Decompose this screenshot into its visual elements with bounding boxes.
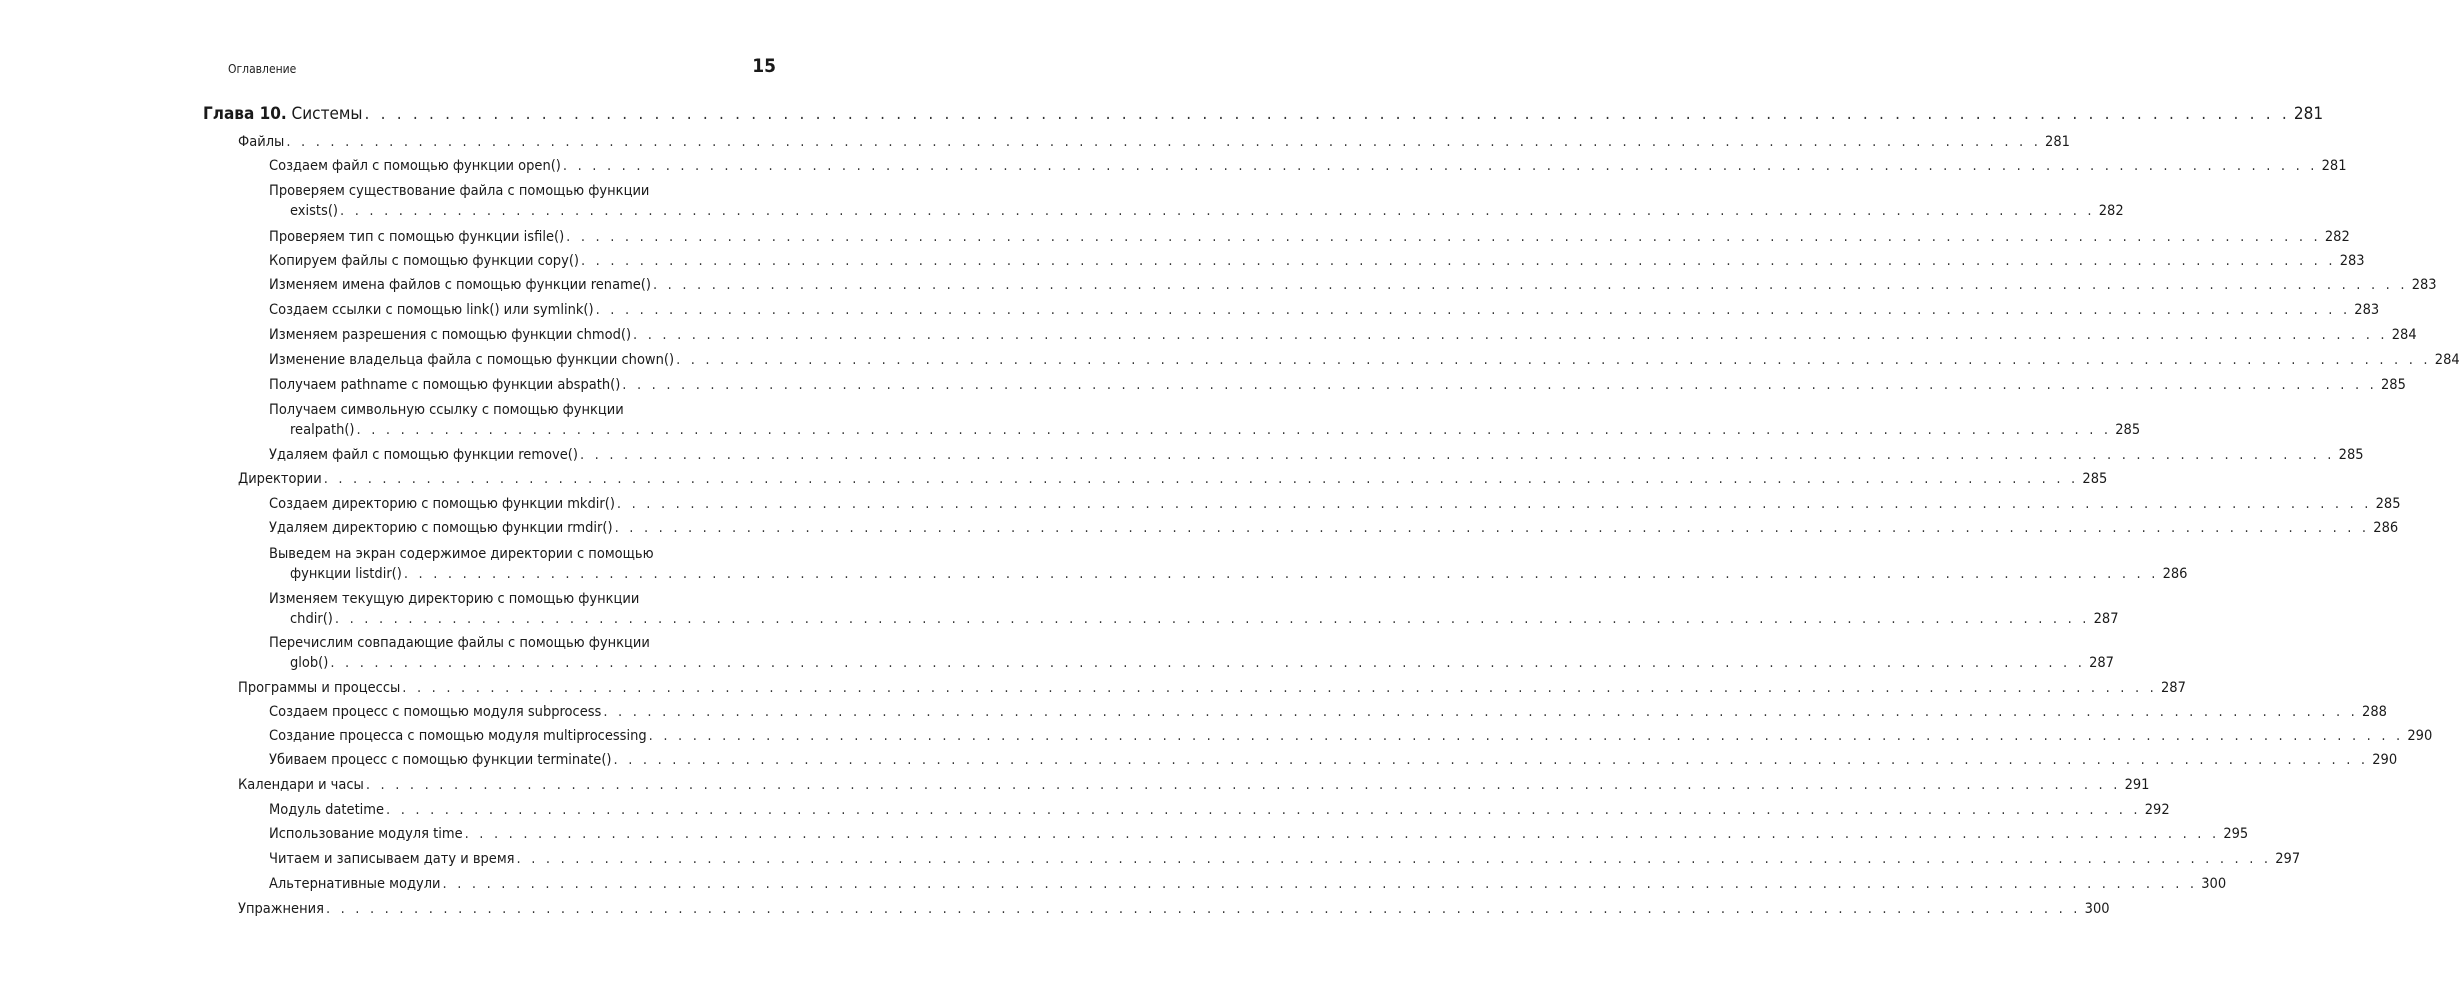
toc-entry[interactable] — [269, 702, 2387, 722]
entry-title: Изменяем текущую директорию с помощью функции — [269, 591, 640, 607]
entry-page: 292 — [2144, 802, 2170, 818]
entry-title: Модуль datetime — [269, 802, 385, 818]
dot-leader: . . . . . . . . . . . . . . . . . . . . . . . . . . . . . . . . . . . . . . . . . . . . . . . . . . . . . . . . . . . . . . . . . . . . . . . . . . . . . . . . . . . . . . . . . . . . . . . . . . . . . . . . . . . . . . . . . . . . . . . . — [633, 327, 2388, 343]
entry-title: Системы — [291, 104, 363, 124]
entry-page: 283 — [2411, 277, 2437, 293]
dot-leader: . . . . . . . . . . . . . . . . . . . . . . . . . . . . . . . . . . . . . . . . . . . . . . . . . . . . . . . . . . . . . . . . . . . . . . . . . . . . . . . . . . . . . . . . . . . . . . . . . . . . . . . . . . . . . . . . . . . . . . . . — [622, 377, 2377, 393]
toc-entry[interactable] — [269, 350, 2460, 370]
toc-entry[interactable] — [203, 104, 2324, 124]
entry-title: Создаем ссылки с помощью link() или symlink() — [269, 302, 594, 318]
toc-entry[interactable] — [269, 300, 2380, 320]
toc-entry[interactable] — [269, 375, 2406, 395]
entry-page: 283 — [2354, 302, 2380, 318]
entry-page: 290 — [2407, 728, 2433, 744]
entry-page: 291 — [2124, 777, 2150, 793]
entry-page: 285 — [2380, 377, 2406, 393]
entry-title: Альтернативные модули — [269, 876, 441, 892]
toc-entry[interactable] — [238, 469, 2108, 489]
dot-leader: . . . . . . . . . . . . . . . . . . . . . . . . . . . . . . . . . . . . . . . . . . . . . . . . . . . . . . . . . . . . . . . . . . . . . . . . . . . . . . . . . . . . . . . . . . . . . . . . . . . . . . . . . . . . . . . . . . . . . . . . — [356, 422, 2112, 438]
toc-entry[interactable] — [269, 589, 2119, 629]
toc-entry[interactable] — [269, 251, 2365, 271]
toc-entry[interactable] — [269, 750, 2398, 770]
entry-title: Создаем процесс с помощью модуля subprocess — [269, 704, 602, 720]
entry-title: Копируем файлы с помощью функции copy() — [269, 253, 579, 269]
entry-page: 281 — [2045, 134, 2070, 150]
entry-page: 287 — [2089, 655, 2114, 671]
entry-title: Календари и часы — [238, 777, 364, 793]
entry-title-continued: функции listdir() — [290, 566, 402, 582]
dot-leader: . . . . . . . . . . . . . . . . . . . . . . . . . . . . . . . . . . . . . . . . . . . . . . . . . . . . . . . . . . . . . . . . . . . . . . . . . . . . . . . . . . . . . . . . . . . . . . . . . . . . . . . . . . . . . . . . . . . . . . . . — [340, 203, 2095, 219]
entry-page: 282 — [2324, 229, 2350, 245]
dot-leader: . . . . . . . . . . . . . . . . . . . . . . . . . . . . . . . . . . . . . . . . . . . . . . . . . . . . . . . . . . . . . . . . . . . . . . . . . . . . . . . . . . . . . . . . . . . . . . . . . . . . . . . . . . . . . . . . . . . . . . . . — [365, 777, 2121, 793]
dot-leader: . . . . . . . . . . . . . . . . . . . . . . . . . . . . . . . . . . . . . . . . . . . . . . . . . . . . . . . . . . . . . . . . . . . . . . . . . . . . . . . . . . . . . . . . . . . . . . . . . . . . . . . . . . . . . . . . . . . . . . . . — [286, 134, 2042, 150]
entry-title: Проверяем тип с помощью функции isfile() — [269, 229, 565, 245]
toc-entry[interactable] — [269, 800, 2170, 820]
entry-title: Директории — [238, 471, 322, 487]
entry-page: 285 — [2338, 447, 2364, 463]
entry-page: 282 — [2098, 203, 2124, 219]
toc-entry[interactable] — [269, 325, 2417, 345]
toc-entry[interactable] — [269, 400, 2141, 440]
entry-page: 287 — [2093, 611, 2119, 627]
dot-leader: . . . . . . . . . . . . . . . . . . . . . . . . . . . . . . . . . . . . . . . . . . . . . . . . . . . . . . . . . . . . . . . . . . . . . . . . . . . . . . . . . . . . . . . . . . . . . . . . . . . . . . . . . . . . . . . . . . . . . . . . — [386, 802, 2141, 818]
dot-leader: . . . . . . . . . . . . . . . . . . . . . . . . . . . . . . . . . . . . . . . . . . . . . . . . . . . . . . . . . . . . . . . . . . . . . . . . . . . . . . . . . . . . . . . . . . . . . . . . . . . . . . . . . . . . . . . . . . . . . . . . — [562, 158, 2318, 174]
entry-title: Убиваем процесс с помощью функции terminate() — [269, 752, 612, 768]
dot-leader: . . . . . . . . . . . . . . . . . . . . . . . . . . . . . . . . . . . . . . . . . . . . . . . . . . . . . . . . . . . . . . . . . . . . . . . . . . . . . . . . . . . . . . . . . . . . . . . . . . . . . . . . . . . . . . . . . . . . . . . . — [595, 302, 2351, 318]
entry-title: Выведем на экран содержимое директории с помощью — [269, 546, 654, 562]
dot-leader: . . . . . . . . . . . . . . . . . . . . . . . . . . . . . . . . . . . . . . . . . . . . . . . . . . . . . . . . . . . . . . . . . . . . . . . . . . . . . . . . . . . . . . . . . . . . . . . . . . . . . . . . . . . . . . . . . . . . . . . . — [603, 704, 2359, 720]
toc-entry[interactable] — [269, 849, 2301, 869]
entry-page: 281 — [2293, 104, 2324, 124]
entry-title-continued: exists() — [290, 203, 339, 219]
toc-entry[interactable] — [269, 156, 2347, 176]
dot-leader: . . . . . . . . . . . . . . . . . . . . . . . . . . . . . . . . . . . . . . . . . . . . . . . . . . . . . . . . . . . . . . . . . . . . . . . . . . . . . . . . . . . . . . . . . . . . . . . . . . . . . . . . . . . . . . . . . . . . . . . . — [581, 253, 2336, 269]
entry-title: Изменяем имена файлов с помощью функции rename() — [269, 277, 651, 293]
entry-title: Удаляем файл с помощью функции remove() — [269, 447, 578, 463]
entry-page: 290 — [2372, 752, 2398, 768]
toc-entry[interactable] — [269, 518, 2399, 538]
entry-title: Читаем и записываем дату и время — [269, 851, 515, 867]
toc-entry[interactable] — [269, 445, 2364, 465]
dot-leader: . . . . . . . . . . . . . . . . . . . . . . . . . . . . . . . . . . . . . . . . . . . . . . . . . . . . . . . . . . . . . . . . . . . . . . . . . . . . . . . . . . . . . . . . . . . . . . . . . . . . . . . . . . . . . . . . . . . . . . . . — [616, 496, 2372, 512]
dot-leader: . . . . . . . . . . . . . . . . . . . . . . . . . . . . . . . . . . . . . . . . . . . . . . . . . . . . . . . . . . . . . . . . . . . . . . . . . . . . . . . . . . . . . . . . . . . . . . . . . . . . . . . . . . . . . . . . . . . . . . . . — [402, 680, 2157, 696]
running-header-title: Оглавление — [228, 62, 297, 76]
entry-title: Создание процесса с помощью модуля multiprocessing — [269, 728, 647, 744]
entry-page: 284 — [2434, 352, 2460, 368]
dot-leader: . . . . . . . . . . . . . . . . . . . . . . . . . . . . . . . . . . . . . . . . . . . . . . . . . . . . . . . . . . . . . . . . . . . . . . . . . . . . . . . . . . . . . . . . . . . . . . . . . . . . . . . . . . . . . . . . . . . . . . . . — [676, 352, 2431, 368]
entry-title: Изменяем разрешения с помощью функции chmod() — [269, 327, 632, 343]
entry-page: 285 — [2082, 471, 2108, 487]
entry-page: 288 — [2362, 704, 2387, 720]
dot-leader: . . . . . . . . . . . . . . . . . . . . . . . . . . . . . . . . . . . . . . . . . . . . . . . . . . . . . . . . . . . . . . . . . . . . . . . . . . . . . . . . . . . . . . . . . . . . . . . . . . . . . . . . . . . . . . . . . . . . . . . . — [323, 471, 2079, 487]
dot-leader: . . . . . . . . . . . . . . . . . . . . . . . . . . . . . . . . . . . . . . . . . . . . . . . . . . . . . . . . . . . . . . . . . . . . . . . . . . . . . . . . . . . . . . . . . . . . . . . . . . . . . . . . . . . . . . . . . . . . . . . . — [652, 277, 2408, 293]
entry-title: Удаляем директорию с помощью функции rmdir() — [269, 520, 613, 536]
toc-entry[interactable] — [269, 227, 2350, 247]
dot-leader: . . . . . . . . . . . . . . . . . . . . . . . . . . . . . . . . . . . . . . . . . . . . . . . . . . . . . . . . . . . . . . . . . . . . . . . . . . . . . . . . . . . . . . . . . . . . . . . . . . . . . . . . . . . . . . . . . . . . . . . . — [516, 851, 2272, 867]
toc-entry[interactable] — [269, 726, 2433, 746]
entry-title: Использование модуля time — [269, 826, 463, 842]
dot-leader: . . . . . . . . . . . . . . . . . . . . . . . . . . . . . . . . . . . . . . . . . . . . . . . . . . . . . . . . . . . . . . . . . . . . . . . . . . . . . . . . . . . . . . . . . . . . . . . . . . . . . . . . . . . . . . . . . . . . . . . . — [579, 447, 2335, 463]
entry-page: 297 — [2275, 851, 2301, 867]
toc-entry[interactable] — [269, 824, 2249, 844]
entry-page: 285 — [2375, 496, 2401, 512]
chapter-label: Глава 10. — [203, 104, 287, 124]
toc-entry[interactable] — [238, 899, 2110, 919]
entry-page: 283 — [2339, 253, 2365, 269]
entry-title-continued: glob() — [290, 655, 329, 671]
dot-leader: . . . . . . . . . . . . . . . . . . . . . . . . . . . . . . . . . . . . . . . . . . . . . . . . . . . . . . . . . . . . . . . . . . . . . . . . . . . . . . . . . . . . . . . . . . . . . . . . . . . . . . . . . . . . . . . . . . . . . . . . — [614, 520, 2370, 536]
entry-title: Упражнения — [238, 901, 324, 917]
entry-title: Программы и процессы — [238, 680, 401, 696]
toc-entry[interactable] — [238, 775, 2150, 795]
toc-entry[interactable] — [238, 132, 2070, 152]
page-number: 15 — [752, 55, 776, 77]
entry-page: 287 — [2161, 680, 2186, 696]
toc-entry[interactable] — [269, 181, 2124, 221]
dot-leader: . . . . . . . . . . . . . . . . . . . . . . . . . . . . . . . . . . . . . . . . . . . . . . . . . . . . . . . . . . . . . . . . . . . . . . . . . . . . . . . . . . . . . . . . . . . . . . . . . . . . . . . . . . . . . . . . . . . . . . . . — [334, 611, 2090, 627]
entry-title: Создаем директорию с помощью функции mkdir() — [269, 496, 615, 512]
entry-page: 300 — [2084, 901, 2110, 917]
entry-title: Перечислим совпадающие файлы с помощью функции — [269, 635, 650, 651]
entry-title: Файлы — [238, 134, 285, 150]
entry-page: 300 — [2201, 876, 2227, 892]
dot-leader: . . . . . . . . . . . . . . . . . . . . . . . . . . . . . . . . . . . . . . . . . . . . . . . . . . . . . . . . . . . . . . . . . . . . . . . . . . . . . . . . . . . . . . . . . . . . . . . . . . . . . . . . . . . . . . . . . . . . . . . . — [442, 876, 2198, 892]
toc-entry[interactable] — [269, 633, 2114, 673]
dot-leader: . . . . . . . . . . . . . . . . . . . . . . . . . . . . . . . . . . . . . . . . . . . . . . . . . . . . . . . . . . . . . . . . . . . . . . . . . . . . . . . . . . . . . . . . . . . . . . . . . . . . . . . . . . . . . . . . . . . . . . . . — [364, 104, 2290, 124]
entry-page: 286 — [2162, 566, 2188, 582]
entry-title: Проверяем существование файла с помощью функции — [269, 183, 650, 199]
dot-leader: . . . . . . . . . . . . . . . . . . . . . . . . . . . . . . . . . . . . . . . . . . . . . . . . . . . . . . . . . . . . . . . . . . . . . . . . . . . . . . . . . . . . . . . . . . . . . . . . . . . . . . . . . . . . . . . . . . . . . . . . — [566, 229, 2321, 245]
entry-page: 285 — [2115, 422, 2141, 438]
entry-title: Изменение владельца файла с помощью функции chown() — [269, 352, 675, 368]
entry-page: 281 — [2321, 158, 2347, 174]
dot-leader: . . . . . . . . . . . . . . . . . . . . . . . . . . . . . . . . . . . . . . . . . . . . . . . . . . . . . . . . . . . . . . . . . . . . . . . . . . . . . . . . . . . . . . . . . . . . . . . . . . . . . . . . . . . . . . . . . . . . . . . . — [464, 826, 2220, 842]
dot-leader: . . . . . . . . . . . . . . . . . . . . . . . . . . . . . . . . . . . . . . . . . . . . . . . . . . . . . . . . . . . . . . . . . . . . . . . . . . . . . . . . . . . . . . . . . . . . . . . . . . . . . . . . . . . . . . . . . . . . . . . . — [648, 728, 2404, 744]
entry-page: 295 — [2223, 826, 2249, 842]
entry-title: Получаем символьную ссылку с помощью функции — [269, 402, 624, 418]
dot-leader: . . . . . . . . . . . . . . . . . . . . . . . . . . . . . . . . . . . . . . . . . . . . . . . . . . . . . . . . . . . . . . . . . . . . . . . . . . . . . . . . . . . . . . . . . . . . . . . . . . . . . . . . . . . . . . . . . . . . . . . . — [330, 655, 2086, 671]
dot-leader: . . . . . . . . . . . . . . . . . . . . . . . . . . . . . . . . . . . . . . . . . . . . . . . . . . . . . . . . . . . . . . . . . . . . . . . . . . . . . . . . . . . . . . . . . . . . . . . . . . . . . . . . . . . . . . . . . . . . . . . . — [325, 901, 2081, 917]
entry-page: 284 — [2391, 327, 2417, 343]
toc-entry[interactable] — [269, 544, 2188, 584]
dot-leader: . . . . . . . . . . . . . . . . . . . . . . . . . . . . . . . . . . . . . . . . . . . . . . . . . . . . . . . . . . . . . . . . . . . . . . . . . . . . . . . . . . . . . . . . . . . . . . . . . . . . . . . . . . . . . . . . . . . . . . . . — [613, 752, 2369, 768]
toc-entry[interactable] — [269, 874, 2227, 894]
entry-title: Получаем pathname с помощью функции abspath() — [269, 377, 621, 393]
entry-title-continued: chdir() — [290, 611, 333, 627]
entry-title: Создаем файл с помощью функции open() — [269, 158, 561, 174]
toc-entry[interactable] — [269, 494, 2401, 514]
toc-entry[interactable] — [238, 678, 2186, 698]
entry-title-continued: realpath() — [290, 422, 355, 438]
dot-leader: . . . . . . . . . . . . . . . . . . . . . . . . . . . . . . . . . . . . . . . . . . . . . . . . . . . . . . . . . . . . . . . . . . . . . . . . . . . . . . . . . . . . . . . . . . . . . . . . . . . . . . . . . . . . . . . . . . . . . . . . — [403, 566, 2159, 582]
entry-page: 286 — [2373, 520, 2399, 536]
toc-entry[interactable] — [269, 275, 2437, 295]
